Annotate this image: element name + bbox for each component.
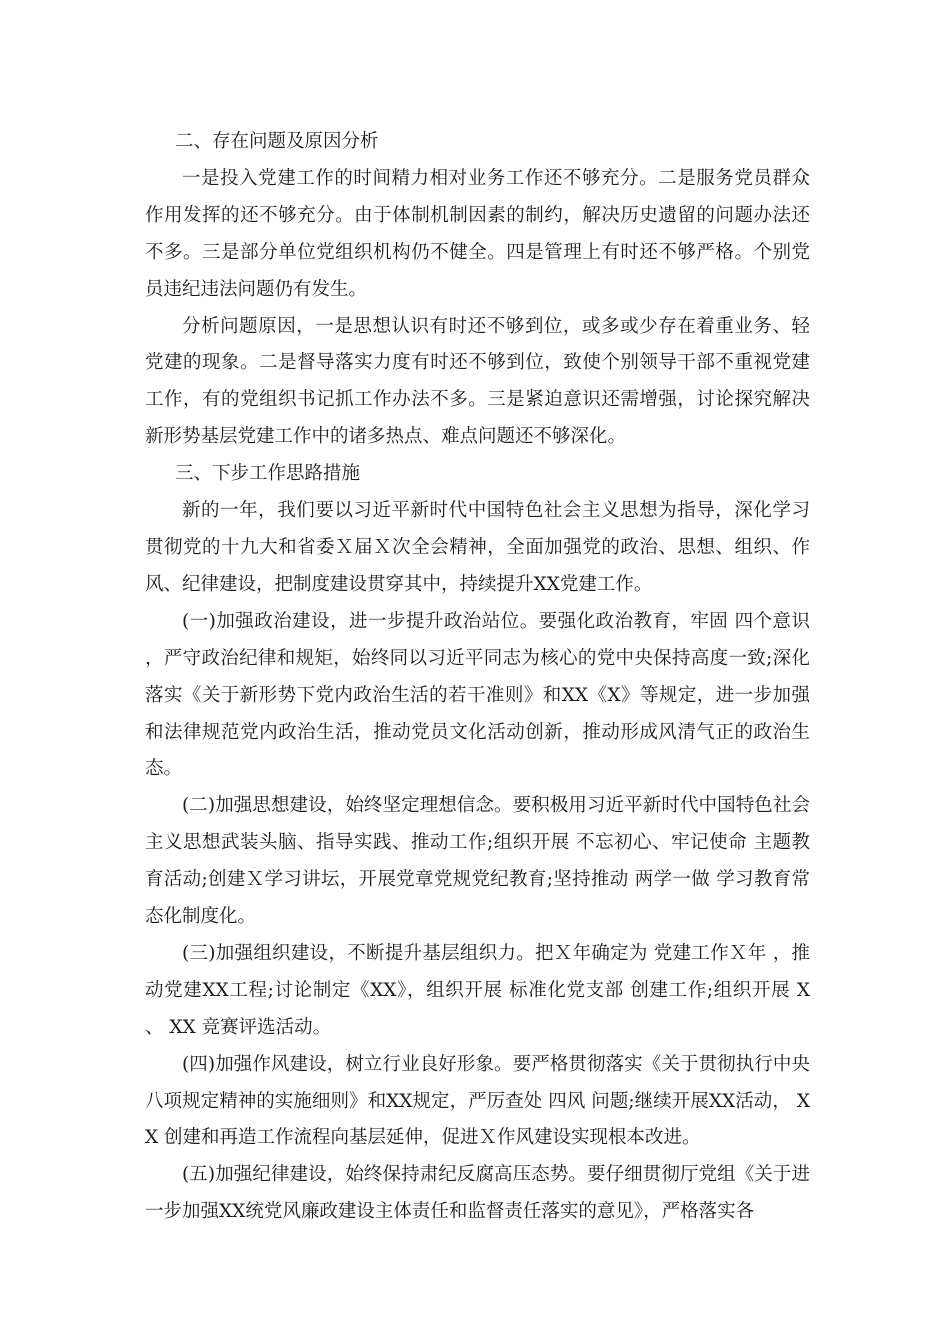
paragraph-overview: 新的一年，我们要以习近平新时代中国特色社会主义思想为指导，深化学习贯彻党的十九大和省委Ｘ届Ｘ次全会精神，全面加强党的政治、思想、组织、作风、纪律建设，把制度建设贯穿其中，持续提升XX党建工作。 xyxy=(145,500,810,595)
section-heading-problems: 二、存在问题及原因分析 xyxy=(175,131,379,152)
section-heading-next-steps: 三、下步工作思路措施 xyxy=(175,463,361,485)
paragraph-organizational-building: (三)加强组织建设，不断提升基层组织力。把Ｘ年确定为 党建工作Ｘ年 ，推动党建XX工程;讨论制定《XX》，组织开展 标准化党支部 创建工作;组织开展 X 、 XX 竞赛评选活动。 xyxy=(145,942,810,1038)
paragraph-causes: 分析问题原因，一是思想认识有时还不够到位，或多或少存在着重业务、轻党建的现象。二是督导落实力度有时还不够到位，致使个别领导干部不重视党建工作，有的党组织书记抓工作办法不多。三是紧迫意识还需增强，讨论探究解决新形势基层党建工作中的诸多热点、难点问题还不够深化。 xyxy=(145,315,810,448)
document-body xyxy=(145,124,810,1231)
paragraph-discipline-building: (五)加强纪律建设，始终保持肃纪反腐高压态势。要仔细贯彻厅党组《关于进一步加强XX统党风廉政建设主体责任和监督责任落实的意见》，严格落实各 xyxy=(145,1164,810,1223)
paragraph-ideological-building: (二)加强思想建设，始终坚定理想信念。要积极用习近平新时代中国特色社会主义思想武装头脑、指导实践、推动工作;组织开展 不忘初心、牢记使命 主题教育活动;创建Ｘ学习讲坛，开展党章党规党纪教育;坚持推动 两学一做 学习教育常态化制度化。 xyxy=(145,795,810,928)
paragraph-work-style-building: (四)加强作风建设，树立行业良好形象。要严格贯彻落实《关于贯彻执行中央八项规定精神的实施细则》和XX规定，严厉查处 四风 问题;继续开展XX活动， XX 创建和再造工作流程向基层延伸，促进Ｘ作风建设实现根本改进。 xyxy=(145,1053,810,1149)
paragraph-political-building: (一)加强政治建设，进一步提升政治站位。要强化政治教育，牢固 四个意识 ，严守政治纪律和规矩，始终同以习近平同志为核心的党中央保持高度一致;深化落实《关于新形势下党内政治生活的若干准则》和XX《X》等规定，进一步加强和法律规范党内政治生活，推动党员文化活动创新，推动形成风清气正的政治生态。 xyxy=(145,610,810,780)
paragraph-problems: 一是投入党建工作的时间精力相对业务工作还不够充分。二是服务党员群众作用发挥的还不够充分。由于体制机制因素的制约，解决历史遗留的问题办法还不多。三是部分单位党组织机构仍不健全。四是管理上有时还不够严格。个别党员违纪违法问题仍有发生。 xyxy=(145,167,810,300)
